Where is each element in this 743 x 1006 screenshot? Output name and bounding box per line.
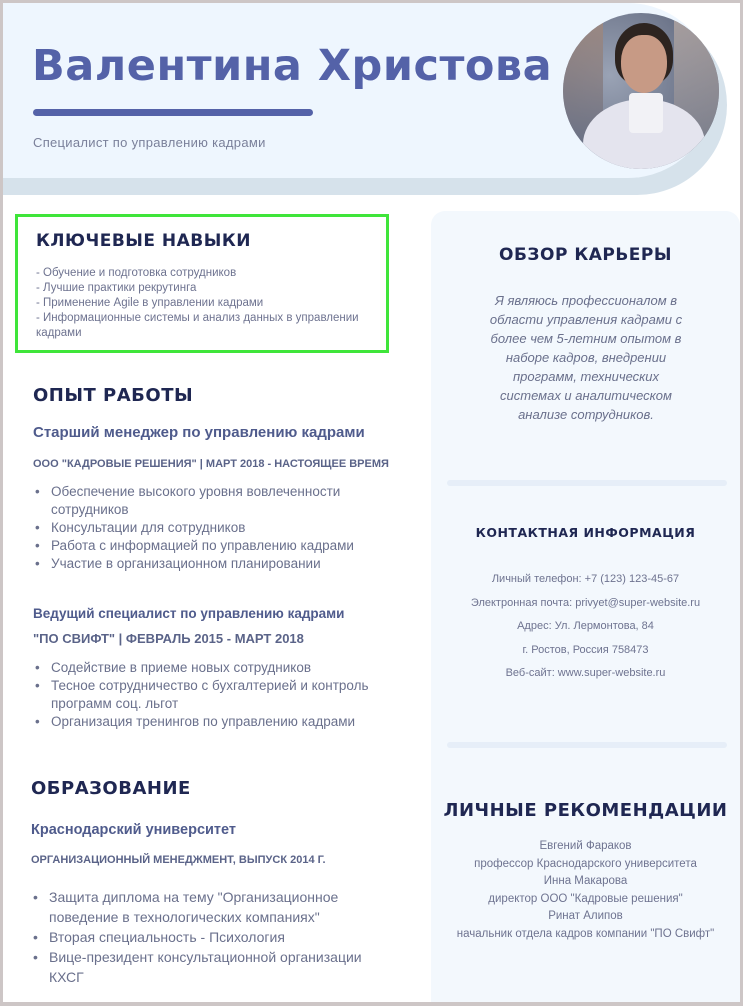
reference-role: профессор Краснодарского университета: [474, 857, 697, 870]
job-bullet: • Содействие в приеме новых сотрудников: [33, 659, 393, 677]
job-meta: "ПО СВИФТ" | ФЕВРАЛЬ 2015 - МАРТ 2018: [33, 631, 304, 646]
skills-section: [15, 214, 389, 353]
education-meta: ОРГАНИЗАЦИОННЫЙ МЕНЕДЖМЕНТ, ВЫПУСК 2014 Г.: [31, 854, 326, 866]
education-title: ОБРАЗОВАНИЕ: [31, 778, 191, 799]
reference-name: Инна Макарова: [543, 875, 628, 887]
contact-phone: Личный телефон: +7 (123) 123-45-67: [491, 573, 680, 585]
reference-role: начальник отдела кадров компании "ПО Свифт": [456, 927, 715, 940]
profile-photo: [563, 13, 719, 169]
divider: [447, 742, 727, 748]
references-title: ЛИЧНЫЕ РЕКОМЕНДАЦИИ: [443, 800, 728, 821]
photo-collar: [629, 93, 663, 133]
divider: [447, 480, 727, 486]
skill-item: - Информационные системы и анализ данных в управлении кадрами: [36, 312, 359, 339]
contact-list: [431, 568, 740, 686]
education-bullet: • Защита диплома на тему "Организационное поведение в технологических компаниях": [31, 887, 381, 927]
job-bullet: • Организация тренингов по управлению кадрами: [33, 713, 393, 731]
experience-title: ОПЫТ РАБОТЫ: [33, 385, 194, 406]
contact-website: Веб-сайт: www.super-website.ru: [505, 667, 666, 679]
education-bullet: • Вторая специальность - Психология: [31, 927, 381, 947]
sidebar: [431, 211, 740, 1002]
resume-page: [3, 3, 740, 1002]
overview-text: Я являюсь профессионалом в области управления кадрами с более чем 5-летним опытом в наборе кадров, внедрении программ, технических системах и аналитическом анализе сотрудников.: [489, 293, 683, 422]
job-bullet: • Консультации для сотрудников: [33, 519, 393, 537]
job-bullets: [33, 659, 393, 731]
photo-face: [621, 35, 667, 93]
job-meta: ООО "КАДРОВЫЕ РЕШЕНИЯ" | МАРТ 2018 - НАСТОЯЩЕЕ ВРЕМЯ: [33, 458, 389, 470]
skill-item: - Обучение и подготовка сотрудников: [36, 267, 237, 279]
skill-item: - Лучшие практики рекрутинга: [36, 282, 197, 294]
skills-list: [36, 266, 386, 341]
overview-title: ОБЗОР КАРЬЕРЫ: [499, 245, 672, 265]
contact-city: г. Ростов, Россия 758473: [522, 643, 649, 656]
header: [3, 3, 715, 178]
candidate-subtitle: Специалист по управлению кадрами: [33, 135, 266, 150]
skills-title: КЛЮЧЕВЫЕ НАВЫКИ: [36, 231, 252, 251]
job-bullet: • Обеспечение высокого уровня вовлеченности сотрудников: [33, 483, 393, 519]
reference-role: директор ООО "Кадровые решения": [488, 892, 683, 905]
job-bullet: • Работа с информацией по управлению кадрами: [33, 537, 393, 555]
skill-item: - Применение Agile в управлении кадрами: [36, 297, 264, 309]
job-bullets: [33, 483, 393, 573]
job-position: Старший менеджер по управлению кадрами: [33, 424, 365, 441]
job-bullet: • Тесное сотрудничество с бухгалтерией и контроль программ соц. льгот: [33, 677, 393, 713]
reference-name: Ринат Алипов: [548, 910, 623, 922]
reference-name: Евгений Фараков: [539, 840, 632, 852]
contact-address: Адрес: Ул. Лермонтова, 84: [517, 620, 654, 632]
job-bullet: • Участие в организационном планировании: [33, 555, 393, 573]
education-bullets: [31, 887, 381, 987]
education-institution: Краснодарский университет: [31, 822, 236, 838]
name-underline: [33, 109, 313, 116]
contact-email: Электронная почта: privyet@super-website.ru: [470, 596, 701, 609]
contact-title: КОНТАКТНАЯ ИНФОРМАЦИЯ: [475, 525, 696, 540]
references-list: [431, 838, 740, 943]
job-position: Ведущий специалист по управлению кадрами: [33, 606, 345, 621]
candidate-name: Валентина Христова: [32, 41, 553, 91]
education-bullet: • Вице-президент консультационной организации КХСГ: [31, 947, 381, 987]
